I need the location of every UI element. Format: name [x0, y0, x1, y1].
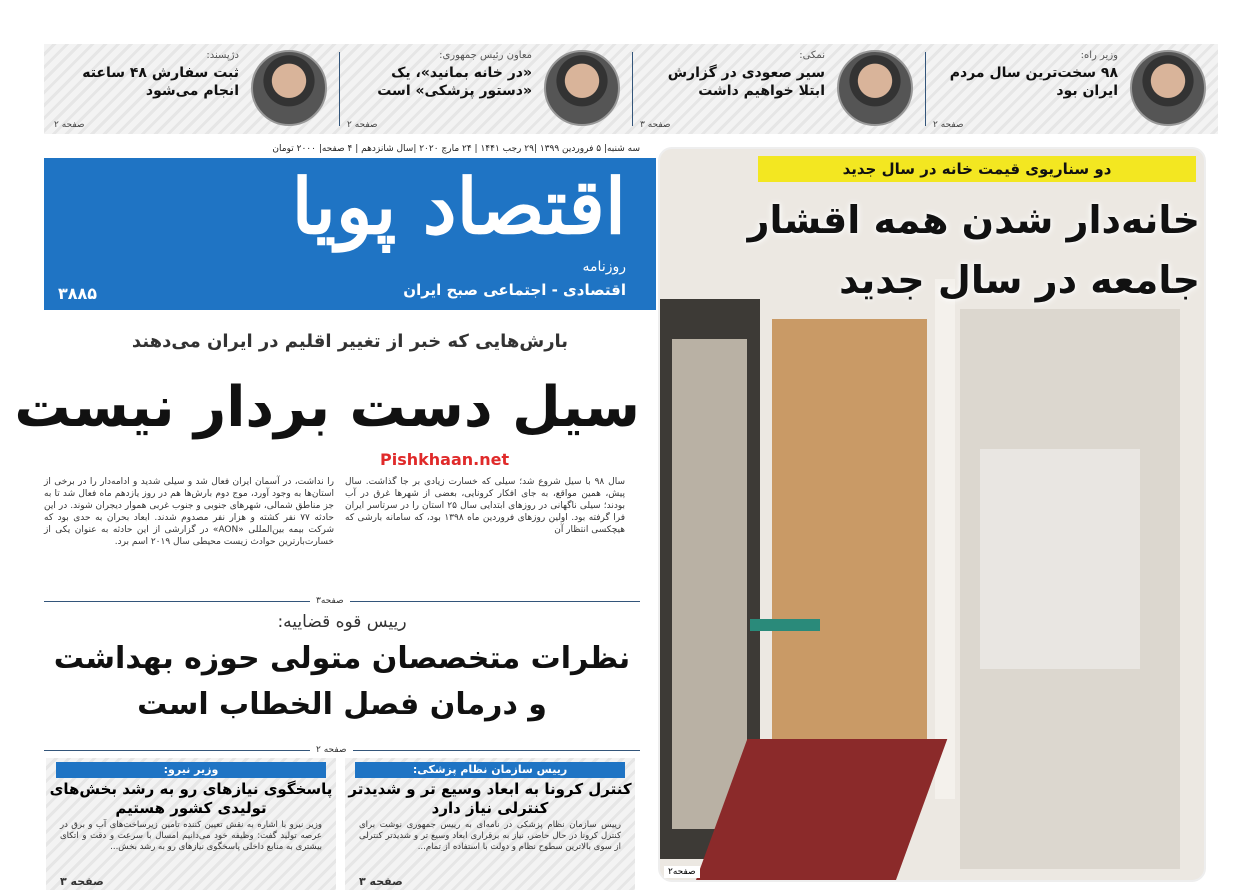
watermark: Pishkhaan.net: [380, 450, 510, 469]
teaser-headline: «در خانه بمانید»، یک «دستور پزشکی» است: [377, 65, 532, 99]
teaser[interactable]: [925, 44, 1218, 134]
teaser-page: صفحه ۳: [640, 120, 671, 130]
teaser-headline: ثبت سفارش ۴۸ ساعته انجام می‌شود: [82, 65, 239, 99]
box-headline: کنترل کرونا به ابعاد وسیع تر و شدیدتر کنترلی نیاز دارد: [348, 780, 632, 817]
chair: [750, 619, 820, 631]
portrait-photo: [544, 50, 620, 126]
box-page-ref: صفحه ۳: [60, 875, 104, 888]
box-kicker: وزیر نیرو:: [56, 762, 326, 778]
masthead: [44, 158, 656, 310]
box-page-ref: صفحه ۳: [359, 875, 403, 888]
box-headline: پاسخگوی نیازهای رو به رشد بخش‌های تولیدی کشور هستیم: [49, 780, 333, 817]
lead-headline[interactable]: سیل دست بردار نیست: [14, 375, 640, 440]
box-body: وزیر نیرو با اشاره به نقش تعیین کننده تامین زیرساخت‌های آب و برق در عرصه تولید گفت: وظیفه خود می‌دانیم امسال با سرعت و دقت و اتکای بیشتری به منابع داخلی پاسخگوی نیازهای رو به رشد بخش...: [60, 820, 322, 852]
lead-column-left: را نداشت، در آسمان ایران فعال شد و سیلی شدید و ادامه‌دار را در برخی از استان‌ها به وجود آورد، موج دوم بارش‌ها هم در روز یازدهم ماه فعال شد تا به جز مناطق شمالی، شهرهای جنوبی و جنوب غربی هموار دیجران شوند. در این حادثه ۷۷ نفر کشته و هزار نفر مصدوم شدند. ابعاد بحران به حدی بود که شرکت بیمه بین‌المللی «AON» در گزارشی از این حادثه به عنوان یکی از خسارت‌بارترین حوادث زیست محیطی سال ۲۰۱۹ اسم برد.: [44, 477, 334, 547]
lead-column-right: سال ۹۸ با سیل شروع شد؛ سیلی که خسارت زیادی بر جا گذاشت. سال پیش، همین مواقع، به جای افکار کرونایی، بعضی از شهرها غرق در آب بودند؛ سیلی ناگهانی در روزهای ابتدایی سال ۲۵ استان را در سرتاسر ایران فرا گرفته بود. اولین روزهای فروردین ماه ۱۳۹۸ بود، که سامانه بارشی که هیچکسی انتظار آن: [345, 477, 625, 535]
masthead-tagline: اقتصادی - اجتماعی صبح ایران: [403, 281, 626, 299]
bookshelf: [772, 319, 927, 759]
teaser-page: صفحه ۲: [933, 120, 964, 130]
teaser-kicker: وزیر راه:: [1080, 50, 1118, 61]
divider: [632, 52, 633, 126]
teaser-headline: ۹۸ سخت‌ترین سال مردم ایران بود: [949, 65, 1118, 99]
second-headline[interactable]: نظرات متخصصان متولی حوزه بهداشت و درمان فصل الخطاب است: [53, 641, 631, 722]
news-box[interactable]: [345, 758, 635, 890]
teaser-page: صفحه ۲: [347, 120, 378, 130]
news-box[interactable]: [46, 758, 336, 890]
newspaper-logo: اقتصاد پویا: [291, 162, 626, 251]
back-room: [980, 449, 1140, 669]
box-kicker: رییس سازمان نظام پزشکی:: [355, 762, 625, 778]
teaser[interactable]: [339, 44, 632, 134]
photo-story-headline[interactable]: خانه‌دار شدن همه اقشار جامعه در سال جدید: [747, 198, 1200, 302]
teaser[interactable]: [46, 44, 339, 134]
wall-edge: [935, 279, 955, 799]
teaser-kicker: نمکی:: [799, 50, 825, 61]
box-body: رییس سازمان نظام پزشکی در نامه‌ای به رییس جمهوری نوشت برای کنترل کرونا در حال حاضر، نیاز به برقراری ابعاد وسیع تر و شدیدتر کنترلی از سوی بالاترین سطوح نظام و دولت با استفاده از تمام...: [359, 820, 621, 852]
second-kicker: رییس قوه قضاییه:: [277, 612, 407, 632]
portrait-photo: [1130, 50, 1206, 126]
divider: [925, 52, 926, 126]
dateline: سه شنبه| ۵ فروردین ۱۳۹۹ |۲۹ رجب ۱۴۴۱ | ۲۴ مارچ ۲۰۲۰ |سال شانزدهم | ۴ صفحه| ۲۰۰۰ تومان: [272, 144, 640, 154]
teaser-kicker: معاون رئیس جمهوری:: [439, 50, 532, 61]
portrait-photo: [837, 50, 913, 126]
portrait-photo: [251, 50, 327, 126]
divider: [339, 52, 340, 126]
top-teasers: [44, 44, 1218, 134]
second-page-ref[interactable]: صفحه ۲: [310, 744, 353, 756]
teaser-kicker: دژپسند:: [206, 50, 239, 61]
masthead-type: روزنامه: [582, 259, 626, 275]
photo-story-badge: دو سناریوی قیمت خانه در سال جدید: [758, 156, 1196, 182]
lead-page-ref[interactable]: صفحه۳: [310, 595, 350, 607]
teaser-headline: سیر صعودی در گزارش ابتلا خواهیم داشت: [667, 65, 825, 99]
issue-number: ۳۸۸۵: [58, 284, 98, 303]
photo-page-ref[interactable]: صفحه۲: [664, 866, 700, 878]
window: [672, 339, 747, 829]
lead-kicker: بارش‌هایی که خبر از تغییر اقلیم در ایران می‌دهند: [131, 331, 569, 352]
teaser-page: صفحه ۲: [54, 120, 85, 130]
teaser[interactable]: [632, 44, 925, 134]
